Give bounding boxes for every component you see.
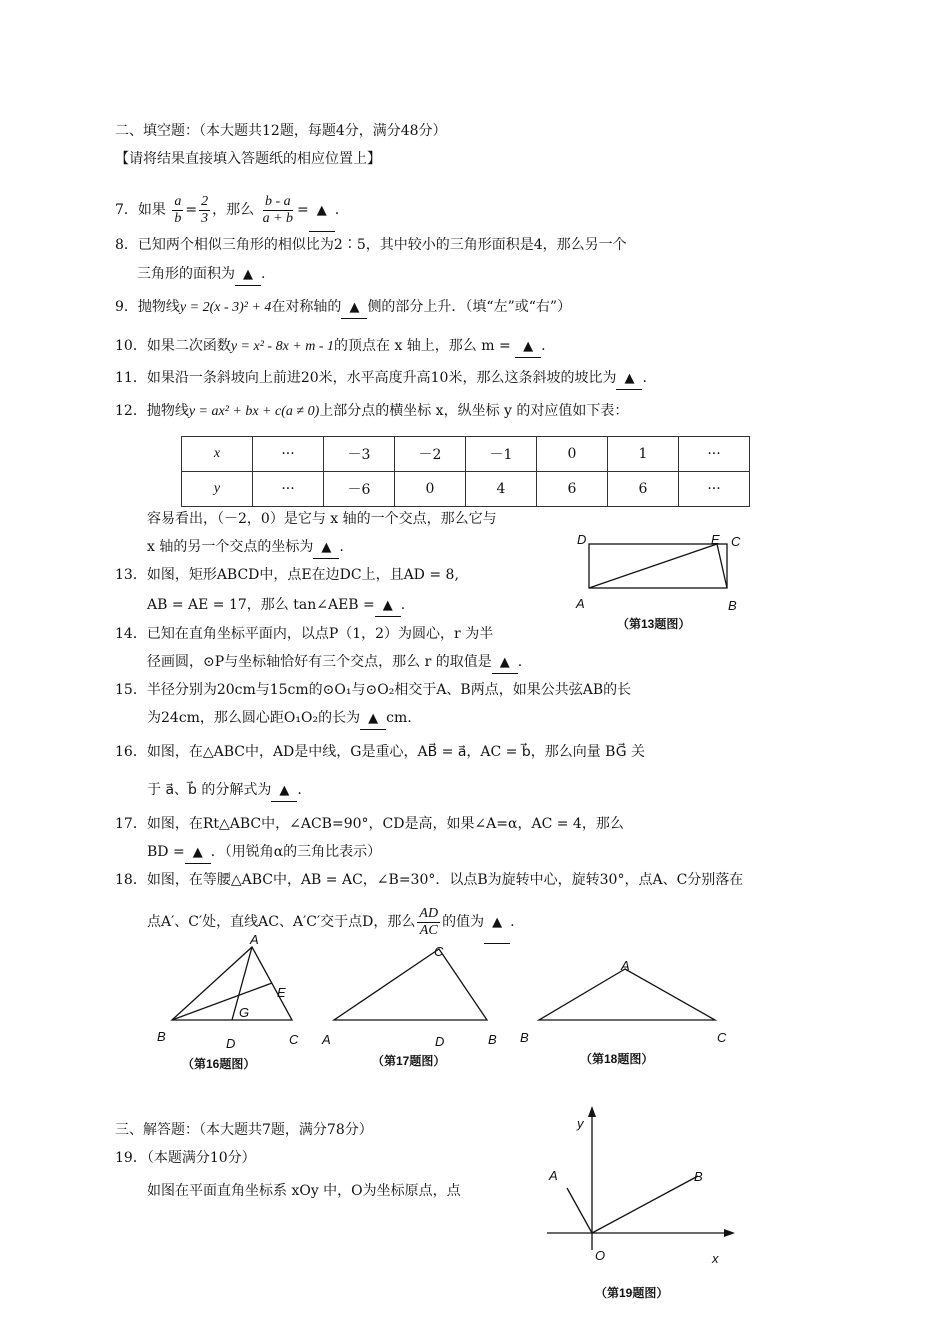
q17-answer-blank[interactable]: ▲ (185, 843, 211, 864)
fig13-caption: （第13题图） (617, 617, 691, 631)
q15-unit: cm. (386, 710, 412, 726)
table-cell: －1 (466, 437, 537, 472)
q13-line1: 13．如图，矩形ABCD中，点E在边DC上，且AD = 8, (115, 567, 459, 583)
q7-f1-den: b (174, 210, 182, 226)
q13-answer-blank[interactable]: ▲ (375, 596, 401, 617)
table-cell: －2 (395, 437, 466, 472)
q8-line1: 8．已知两个相似三角形的相似比为2∶5，其中较小的三角形面积是4，那么另一个 (115, 237, 627, 253)
q18-line2-pre: 点A′、C′处，直线AC、A′C′交于点D，那么 (147, 914, 416, 930)
table-cell: 1 (608, 437, 679, 472)
table-cell: 4 (466, 472, 537, 507)
fig16-label-d: D (226, 1036, 236, 1051)
fig19-label-a: A (549, 1168, 558, 1183)
q18-answer-blank[interactable]: ▲ (484, 903, 510, 944)
q13-line2-text: AB = AE = 17，那么 tan∠AEB = (147, 597, 375, 613)
q8-line2-text: 三角形的面积为 (137, 266, 235, 282)
q12-line3: x 轴的另一个交点的坐标为 ▲ . (147, 537, 344, 559)
table-cell: 6 (537, 472, 608, 507)
fig16-label-e: E (277, 985, 286, 1000)
fig19-label-y: y (577, 1116, 584, 1131)
q10-formula: y = x² - 8x + m - 1 (230, 339, 334, 354)
q16-line1: 16．如图，在△ABC中，AD是中线，G是重心，AB⃗ = a⃗，AC = b⃗，那么向量 BG⃗ 关 (115, 744, 646, 760)
fig18-label-a: A (621, 958, 630, 973)
q18-frac-den: AC (419, 922, 438, 938)
question-12 (115, 401, 628, 422)
q12-line3-text: x 轴的另一个交点的坐标为 (147, 539, 314, 555)
section3-heading: 三、解答题：（本大题共7题，满分78分） (115, 1122, 373, 1138)
q8-answer-blank[interactable]: ▲ (235, 265, 261, 286)
fig18-caption: （第18题图） (580, 1052, 654, 1066)
question-9 (115, 297, 571, 319)
q10-answer-blank[interactable]: ▲ (515, 337, 541, 358)
q18-line2-post: 的值为 (442, 914, 485, 930)
q12-answer-blank[interactable]: ▲ (313, 538, 339, 559)
q7-fraction-result (261, 194, 295, 227)
fig16-label-c: C (289, 1032, 299, 1047)
q10-mid: 的顶点在 x 轴上，那么 m = (334, 338, 516, 354)
q7-f3-den: a + b (262, 210, 294, 226)
q7-f2-num: 2 (201, 193, 209, 209)
table-cell: ··· (253, 472, 324, 507)
fig16-caption: （第16题图） (182, 1057, 256, 1071)
q9-post: 侧的部分上升．（填“左”或“右”） (367, 299, 572, 315)
q14-line1: 14．已知在直角坐标平面内，以点P（1，2）为圆心，r 为半 (115, 626, 494, 642)
table-row (182, 437, 750, 472)
q10-pre: 10．如果二次函数 (115, 338, 231, 354)
q7-f1-num: a (174, 193, 182, 209)
q12-formula: y = ax² + bx + c(a ≠ 0) (188, 404, 320, 419)
fig13-label-d: D (577, 532, 587, 547)
table-cell: 6 (608, 472, 679, 507)
section2-heading: 二、填空题：（本大题共12题，每题4分，满分48分） (115, 123, 447, 139)
q7-f3-num: b - a (264, 193, 291, 209)
fig17-label-b: B (488, 1032, 497, 1047)
table-cell: ··· (679, 472, 750, 507)
table-cell: ··· (253, 437, 324, 472)
q7-mid: ，那么 (212, 202, 255, 218)
q17-line1: 17．如图，在Rt△ABC中，∠ACB=90°，CD是高，如果∠A=α，AC = 4，那么 (115, 816, 624, 832)
table-cell: 0 (395, 472, 466, 507)
question-11: 11．如果沿一条斜坡向上前进20米，水平高度升高10米，那么这条斜坡的坡比为 ▲ . (115, 368, 647, 390)
fig13-label-e: E (711, 532, 720, 547)
fig13-label-a: A (576, 596, 585, 611)
fig17-label-a: A (322, 1032, 331, 1047)
fig18-label-c: C (717, 1030, 727, 1045)
q17-line2-pre: BD = (147, 844, 185, 860)
q12-value-table (181, 436, 750, 507)
fig19-label-b: B (694, 1169, 703, 1184)
fig13-label-b: B (728, 598, 737, 613)
q7-pre: 7．如果 (115, 202, 166, 218)
figure-19 (545, 1105, 745, 1255)
q13-line2: AB = AE = 17，那么 tan∠AEB = ▲ . (147, 595, 405, 617)
q14-line2-text: 径画圆，⊙P与坐标轴恰好有三个交点，那么 r 的取值是 (147, 654, 492, 670)
q9-answer-blank[interactable]: ▲ (341, 298, 367, 319)
q17-line2-post: ．（用锐角α的三角比表示） (210, 844, 382, 860)
q7-answer-blank[interactable]: ▲ (309, 191, 335, 232)
fig16-label-g: G (239, 1005, 250, 1020)
q11-text: 11．如果沿一条斜坡向上前进20米，水平高度升高10米，那么这条斜坡的坡比为 (115, 370, 617, 386)
q15-answer-blank[interactable]: ▲ (360, 709, 386, 730)
q12-line2: 容易看出，（－2，0）是它与 x 轴的一个交点，那么它与 (147, 511, 497, 527)
question-10: 10．如果二次函数y = x² - 8x + m - 1的顶点在 x 轴上，那么 m = ▲ . (115, 336, 546, 358)
q15-line2-text: 为24cm，那么圆心距O₁O₂的长为 (147, 710, 361, 726)
q9-formula: y = 2(x - 3)² + 4 (179, 300, 272, 315)
q16-answer-blank[interactable]: ▲ (271, 781, 297, 802)
fig17-label-c: C (434, 944, 444, 959)
fig19-label-o: O (595, 1248, 606, 1263)
q11-answer-blank[interactable]: ▲ (616, 369, 642, 390)
figure-13 (585, 540, 745, 600)
q15-line1: 15．半径分别为20cm与15cm的⊙O₁与⊙O₂相交于A、B两点，如果公共弦AB的长 (115, 682, 632, 698)
q19-line1: 如图在平面直角坐标系 xOy 中，O为坐标原点，点 (147, 1183, 461, 1199)
q18-frac-num: AD (419, 905, 439, 921)
table-cell: ··· (679, 437, 750, 472)
fig16-label-a: A (250, 932, 259, 947)
table-row (182, 472, 750, 507)
q12-post: 上部分点的横坐标 x，纵坐标 y 的对应值如下表： (319, 403, 629, 419)
fig17-label-d: D (435, 1034, 445, 1049)
fig17-caption: （第17题图） (372, 1054, 446, 1068)
table-cell: y (182, 472, 253, 507)
fig16-label-b: B (157, 1029, 166, 1044)
q14-line2: 径画圆，⊙P与坐标轴恰好有三个交点，那么 r 的取值是 ▲ . (147, 652, 522, 674)
fig18-label-b: B (520, 1030, 529, 1045)
q17-line2 (147, 842, 381, 864)
q7-fraction-ab (172, 194, 183, 227)
q18-fraction (417, 906, 440, 939)
q16-line2-text: 于 a⃗、b⃗ 的分解式为 (147, 782, 272, 798)
q7-fraction-23 (199, 194, 210, 227)
fig19-caption: （第19题图） (595, 1286, 669, 1300)
q14-answer-blank[interactable]: ▲ (492, 653, 518, 674)
q7-post: . (334, 202, 340, 218)
q8-line2: 三角形的面积为 ▲ . (137, 264, 265, 286)
table-cell: x (182, 437, 253, 472)
fig13-label-c: C (731, 534, 741, 549)
fig19-label-x: x (712, 1251, 719, 1266)
q16-line2: 于 a⃗、b⃗ 的分解式为 ▲ . (147, 780, 302, 802)
figure-17 (330, 945, 500, 1025)
section2-instruction: 【请将结果直接填入答题纸的相应位置上】 (115, 151, 381, 167)
q9-mid: 在对称轴的 (271, 299, 342, 315)
q7-f2-den: 3 (201, 210, 209, 226)
q9-pre: 9．抛物线 (115, 299, 180, 315)
q12-pre: 12．抛物线 (115, 403, 189, 419)
q18-line1: 18．如图，在等腰△ABC中，AB = AC，∠B=30°．以点B为旋转中心，旋转30°，点A、C分别落在 (115, 872, 744, 888)
figure-18 (535, 965, 725, 1025)
q18-line2: 点A′、C′处，直线AC、A′C′交于点D，那么 $\frac{AD}{AC}$ 的值为 ▲ . (147, 902, 515, 944)
question-7: 7．如果 $\frac{a}{b}$ = $\frac{2}{3}$ ，那么 $\frac{b - a}{a + b}$ = ▲ . (115, 190, 339, 232)
table-cell: －6 (324, 472, 395, 507)
q15-line2 (147, 708, 412, 730)
table-cell: 0 (537, 437, 608, 472)
q19-title: 19．（本题满分10分） (115, 1150, 256, 1166)
table-cell: －3 (324, 437, 395, 472)
